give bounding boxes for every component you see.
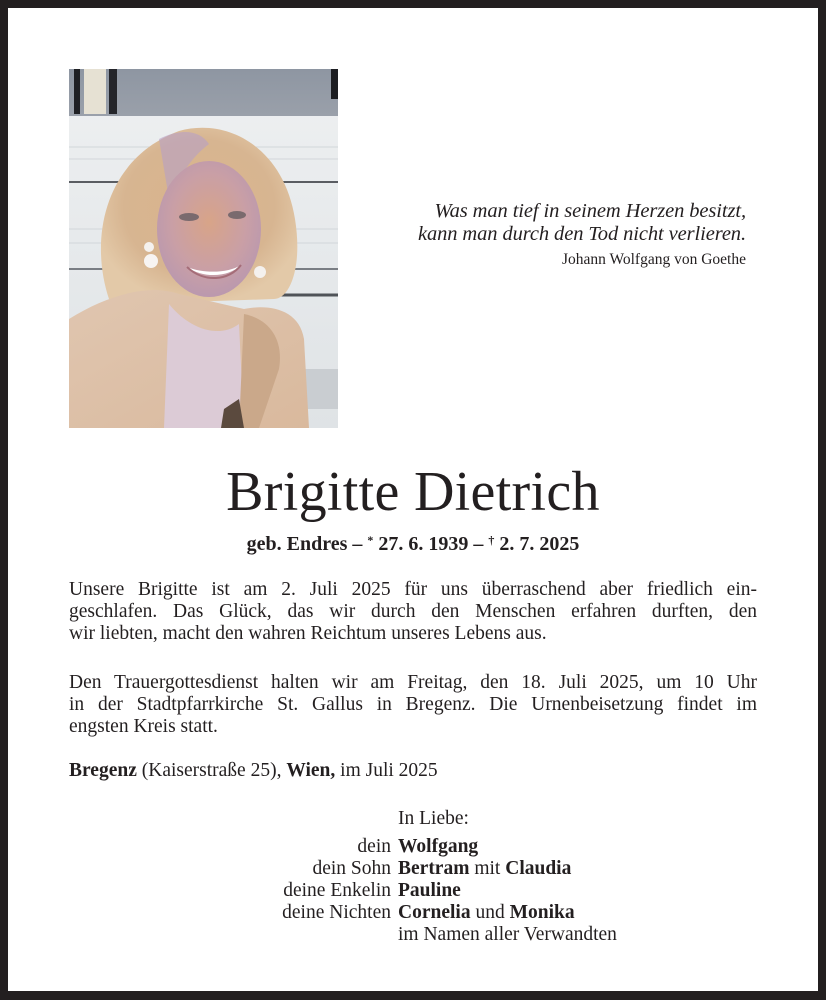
separator: –	[468, 533, 489, 555]
relation-label: deine Nichten	[282, 902, 391, 923]
mourner-row	[8, 924, 818, 946]
connector: und	[470, 902, 510, 923]
paragraph-line: in der Stadtpfarrkirche St. Gallus in Bregenz. Die Urnenbeisetzung findet im	[69, 694, 757, 715]
mourner-name: Cornelia	[398, 902, 471, 923]
obituary-notice	[8, 8, 818, 991]
separator: –	[347, 533, 368, 555]
portrait-photo	[69, 69, 338, 428]
mourner-row	[8, 880, 818, 902]
mourner-name: Claudia	[505, 858, 572, 879]
mourner-names	[398, 880, 818, 902]
death-cross-icon: †	[488, 533, 495, 547]
mourners-list	[8, 808, 818, 946]
relation-label	[8, 924, 398, 946]
in-liebe-heading: In Liebe:	[398, 808, 469, 829]
paragraph-line: Unsere Brigitte ist am 2. Juli 2025 für uns überraschend aber friedlich ein-	[69, 579, 757, 600]
mourner-row	[8, 836, 818, 858]
life-dates	[8, 531, 818, 557]
funeral-service-paragraph	[69, 672, 757, 738]
mourner-name: Pauline	[398, 880, 461, 901]
relation-label: deine Enkelin	[283, 880, 391, 901]
paragraph-line: engsten Kreis statt.	[69, 716, 218, 737]
mourner-names	[398, 836, 818, 858]
paragraph-line: geschlafen. Das Glück, das wir durch den Menschen erfahren durften, den	[69, 601, 757, 622]
deceased-name: Brigitte Dietrich	[226, 461, 600, 523]
date: im Juli 2025	[335, 760, 438, 781]
mourner-name: Monika	[509, 902, 575, 923]
mourner-name: Bertram	[398, 858, 470, 879]
relation-label: dein	[357, 836, 391, 857]
mourner-row	[8, 902, 818, 924]
mourner-name: Wolfgang	[398, 836, 479, 857]
paragraph-line: wir liebten, macht den wahren Reichtum unseres Lebens aus.	[69, 623, 547, 644]
announcement-paragraph	[69, 579, 757, 645]
city-bregenz: Bregenz	[69, 760, 137, 781]
birth-date: 27. 6. 1939	[373, 533, 469, 555]
birth-star-icon: *	[367, 533, 374, 547]
quote-block	[388, 200, 746, 270]
quote-line: Was man tief in seinem Herzen besitzt,	[434, 200, 746, 222]
paragraph-line: Den Trauergottesdienst halten wir am Freitag, den 18. Juli 2025, um 10 Uhr	[69, 672, 757, 693]
maiden-name: geb. Endres	[246, 533, 348, 555]
address: (Kaiserstraße 25),	[136, 760, 287, 781]
quote-author: Johann Wolfgang von Goethe	[561, 251, 746, 268]
mourner-row	[8, 858, 818, 880]
place-date-line	[69, 760, 438, 782]
relation-label: dein Sohn	[312, 858, 391, 879]
portrait-image	[69, 69, 338, 428]
connector: mit	[469, 858, 506, 879]
city-wien: Wien,	[286, 760, 336, 781]
quote-line: kann man durch den Tod nicht verlieren.	[417, 223, 746, 245]
mourner-names	[398, 902, 818, 924]
mourner-names	[398, 858, 818, 880]
death-date: 2. 7. 2025	[494, 533, 580, 555]
closing-line: im Namen aller Verwandten	[398, 924, 617, 945]
